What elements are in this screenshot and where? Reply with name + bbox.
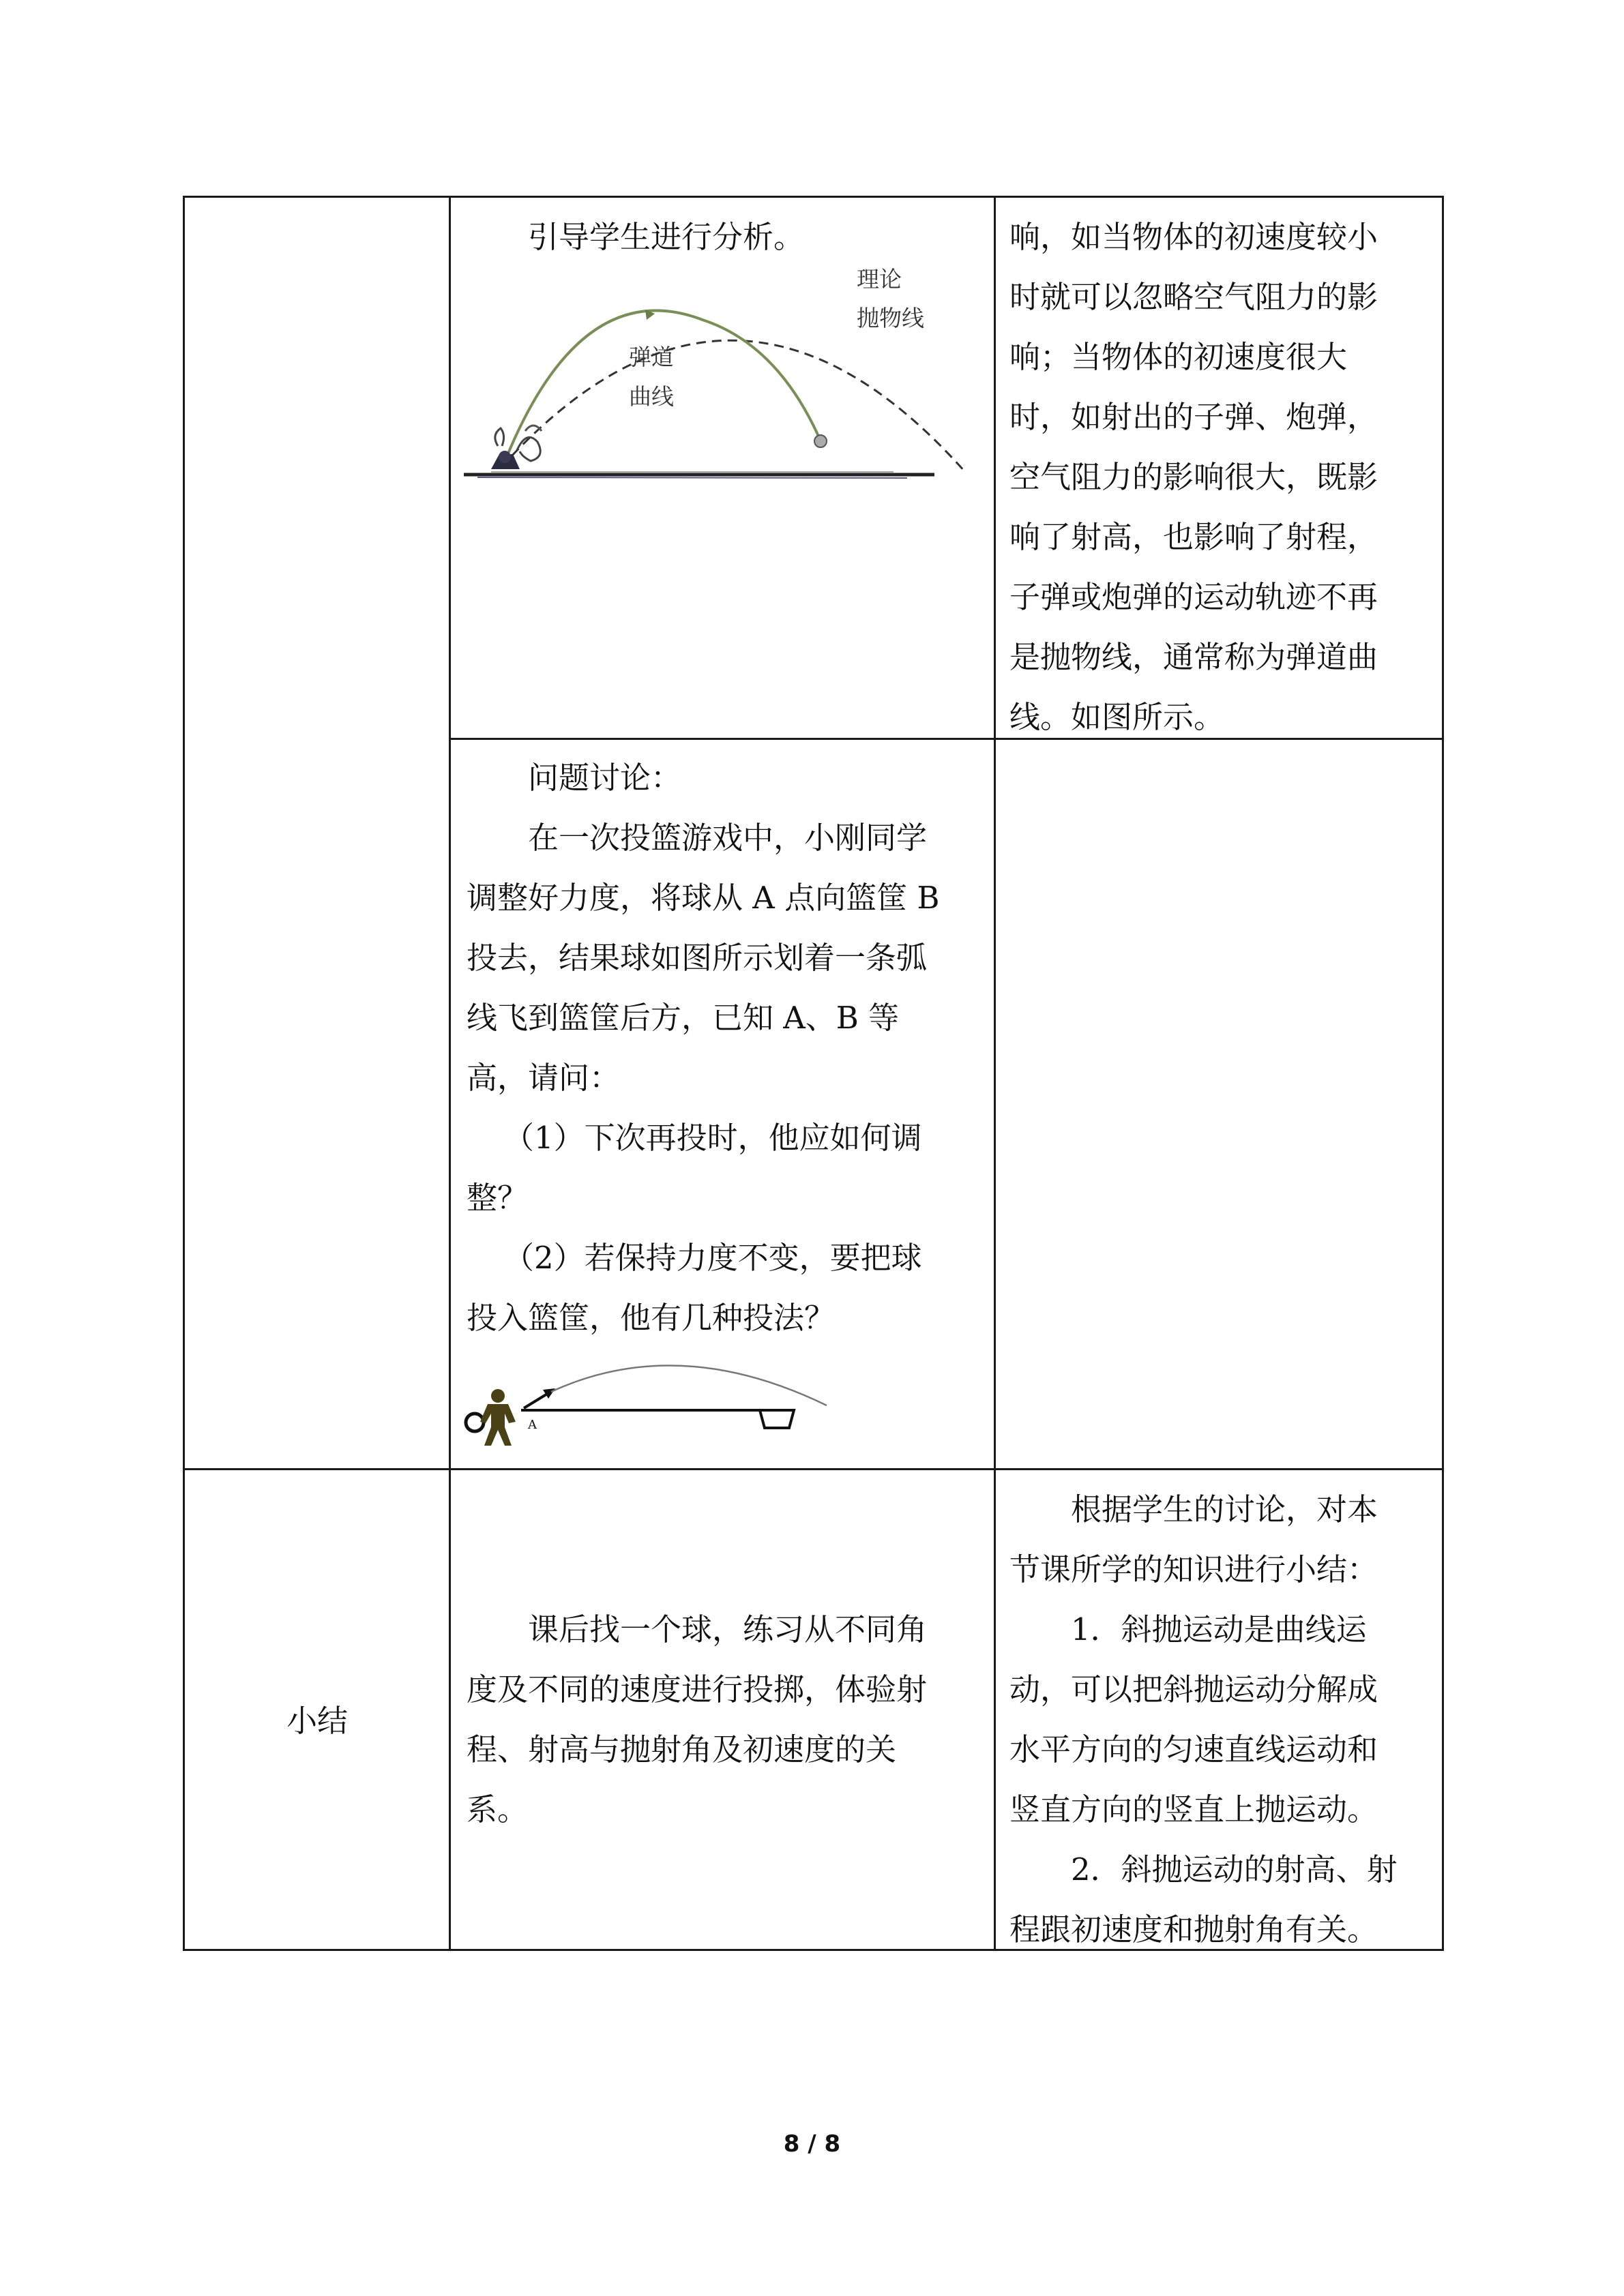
summary-text-line: 动，可以把斜抛运动分解成 (1009, 1671, 1378, 1708)
question-1-line: （1）下次再投时，他应如何调 (503, 1120, 922, 1156)
theory-parabola-curve (501, 340, 965, 472)
summary-text-line: 1．斜抛运动是曲线运 (1071, 1611, 1367, 1648)
column-divider-2 (994, 196, 996, 1951)
homework-text-line: 程、射高与抛射角及初速度的关 (467, 1731, 897, 1768)
right-text-line: 是抛物线，通常称为弹道曲 (1009, 639, 1378, 675)
problem-text-line: 在一次投篮游戏中，小刚同学 (528, 820, 928, 856)
summary-text-line: 竖直方向的竖直上抛运动。 (1009, 1791, 1378, 1828)
question-2-line: （2）若保持力度不变，要把球 (503, 1240, 922, 1276)
question-1-line: 整？ (467, 1180, 529, 1216)
basketball-figure (458, 1347, 840, 1449)
point-a-label: A (528, 1418, 537, 1432)
problem-text-line: 投去，结果球如图所示划着一条弧 (467, 940, 928, 976)
table-border-right (1442, 196, 1444, 1951)
column-divider-1 (449, 196, 451, 1951)
summary-text-line: 2．斜抛运动的射高、射 (1071, 1851, 1398, 1888)
summary-text-line: 程跟初速度和抛射角有关。 (1009, 1911, 1378, 1948)
row2-middle-cell (467, 748, 992, 1348)
row1-right-cell (1009, 207, 1439, 747)
launch-arrow (524, 1393, 548, 1408)
right-text-line: 时，如射出的子弹、炮弹， (1009, 399, 1378, 435)
table-border-left (183, 196, 185, 1951)
ground-line (464, 472, 934, 478)
right-text-line: 时就可以忽略空气阻力的影 (1009, 279, 1378, 315)
theory-label-line2: 抛物线 (857, 305, 924, 331)
ball-arc (551, 1365, 827, 1405)
homework-text-line: 度及不同的速度进行投掷，体验射 (467, 1671, 928, 1708)
row-divider-2 (183, 1468, 1444, 1470)
summary-text-line: 节课所学的知识进行小结： (1009, 1551, 1378, 1587)
problem-text-line: 高，请问： (467, 1060, 621, 1096)
right-text-line: 线。如图所示。 (1009, 699, 1225, 735)
right-text-line: 空气阻力的影响很大，既影 (1009, 459, 1378, 495)
row3-middle-cell (467, 1600, 992, 1840)
theory-label-line1: 理论 (857, 266, 902, 293)
basket-icon (760, 1410, 794, 1428)
ballistic-label-line1: 弹道 (629, 344, 674, 370)
homework-text-line: 课后找一个球，练习从不同角 (528, 1611, 928, 1648)
summary-row-label: 小结 (286, 1703, 348, 1739)
homework-text-line: 系。 (467, 1791, 529, 1828)
player-icon (480, 1389, 516, 1446)
right-text-line: 响了射高，也影响了射程， (1009, 519, 1378, 555)
row3-right-cell (1009, 1480, 1439, 1960)
page-number: 8 / 8 (783, 2130, 841, 2158)
question-2-line: 投入篮筐，他有几种投法？ (467, 1300, 836, 1336)
right-text-line: 子弹或炮弹的运动轨迹不再 (1009, 579, 1378, 615)
problem-text-line: 线飞到篮筐后方，已知 A、B 等 (467, 1000, 900, 1036)
shell-ball (814, 435, 827, 447)
ballistic-label-line2: 曲线 (629, 383, 674, 410)
problem-text-line: 调整好力度，将球从 A 点向篮筐 B (467, 880, 940, 916)
guide-analysis-text: 引导学生进行分析。 (528, 219, 805, 255)
trajectory-figure (457, 252, 975, 491)
right-text-line: 响；当物体的初速度很大 (1009, 339, 1348, 375)
table-border-top (183, 196, 1444, 198)
summary-text-line: 根据学生的讨论，对本 (1071, 1491, 1378, 1527)
basketball-icon (466, 1414, 484, 1431)
discussion-heading: 问题讨论： (528, 760, 682, 796)
summary-text-line: 水平方向的匀速直线运动和 (1009, 1731, 1378, 1768)
right-text-line: 响，如当物体的初速度较小 (1009, 219, 1378, 255)
